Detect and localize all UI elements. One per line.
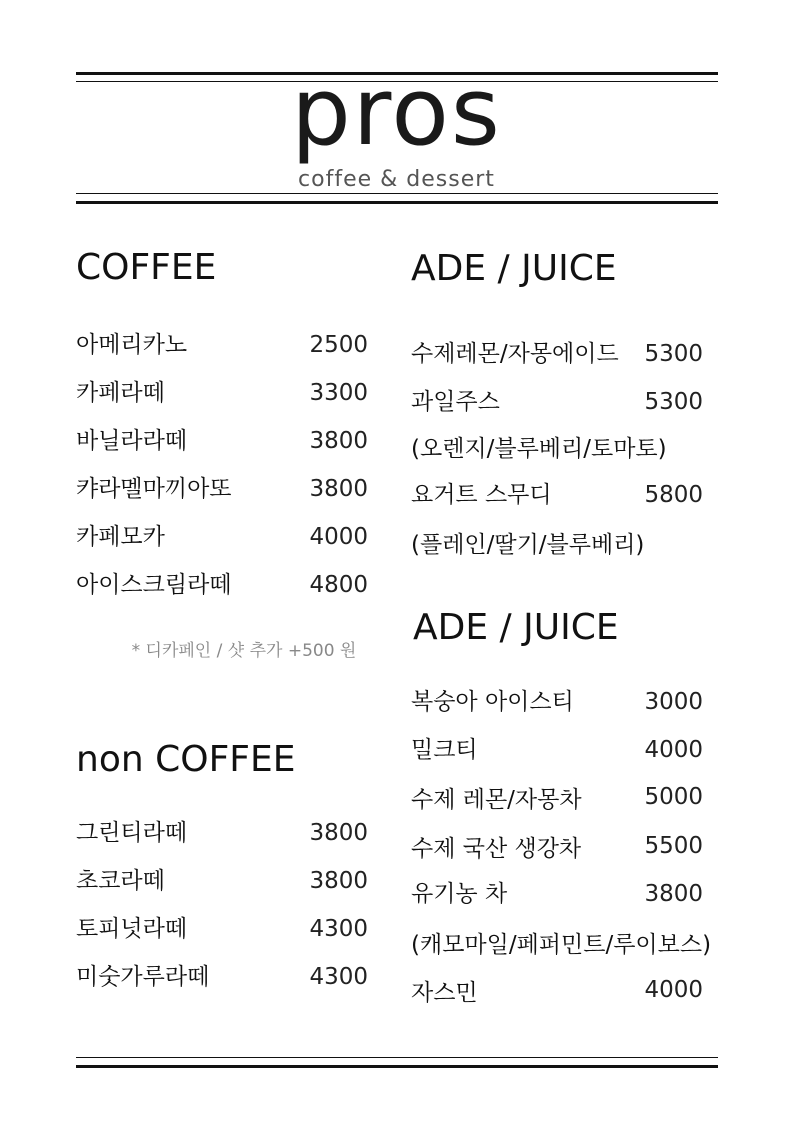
- item-price: 5300: [644, 341, 703, 367]
- item-price: 4000: [644, 737, 703, 763]
- menu-item: [76, 865, 368, 897]
- menu-item: [76, 473, 368, 505]
- item-name: 수제 국산 생강차: [411, 836, 582, 862]
- item-name: 밀크티: [411, 737, 478, 763]
- item-price: 4300: [309, 916, 368, 942]
- menu-item: [76, 329, 368, 361]
- footer-rule-thick: [76, 1065, 718, 1068]
- item-name: 자스민: [411, 980, 478, 1006]
- item-price: 5500: [644, 833, 703, 859]
- item-options-note: (캐모마일/페퍼민트/루이보스): [411, 932, 712, 958]
- item-price: 5300: [644, 389, 703, 415]
- item-price: 4000: [309, 524, 368, 550]
- menu-item: [76, 817, 368, 849]
- brand-logo: pros: [291, 58, 502, 167]
- item-name: 과일주스: [411, 389, 500, 415]
- brand-tagline: coffee & dessert: [298, 167, 495, 192]
- item-price: 3800: [309, 820, 368, 846]
- menu-item: [76, 913, 368, 945]
- non-coffee-heading: non COFFEE: [76, 739, 296, 780]
- item-price: 5800: [644, 482, 703, 508]
- item-name: 미숫가루라떼: [76, 964, 210, 990]
- menu-item: [76, 521, 368, 553]
- menu-item: [411, 686, 703, 718]
- menu-item: [411, 479, 703, 511]
- item-price: 5000: [644, 784, 703, 810]
- item-name: 그린티라떼: [76, 820, 188, 846]
- item-price: 2500: [309, 332, 368, 358]
- item-price: 3800: [644, 881, 703, 907]
- item-name: 초코라떼: [76, 868, 165, 894]
- coffee-heading: COFFEE: [76, 247, 217, 288]
- menu-item: [76, 425, 368, 457]
- item-price: 3800: [309, 476, 368, 502]
- item-name: 카페모카: [76, 524, 165, 550]
- menu-item: [76, 961, 368, 993]
- menu-item: [76, 377, 368, 409]
- item-price: 4300: [309, 964, 368, 990]
- item-price: 3800: [309, 428, 368, 454]
- menu-item: [411, 878, 703, 910]
- item-name: 요거트 스무디: [411, 482, 552, 508]
- menu-item: [411, 833, 703, 865]
- item-price: 3000: [644, 689, 703, 715]
- item-name: 유기농 차: [411, 881, 508, 907]
- menu-item: [411, 338, 703, 370]
- item-price: 3800: [309, 868, 368, 894]
- item-name: 토피넛라떼: [76, 916, 188, 942]
- header-rule-thick: [76, 201, 718, 204]
- item-name: 바닐라라떼: [76, 428, 188, 454]
- menu-item: [411, 784, 703, 816]
- item-name: 캬라멜마끼아또: [76, 476, 232, 502]
- header-rule-thin: [76, 193, 718, 194]
- item-name: 아이스크림라떼: [76, 572, 232, 598]
- item-name: 아메리카노: [76, 332, 188, 358]
- item-name: 카페라떼: [76, 380, 165, 406]
- item-price: 3300: [309, 380, 368, 406]
- menu-item: [411, 386, 703, 418]
- ade-juice-heading: ADE / JUICE: [411, 248, 617, 289]
- menu-item: [411, 734, 703, 766]
- item-options-note: (오렌지/블루베리/토마토): [411, 436, 667, 462]
- menu-item: [411, 977, 703, 1009]
- item-name: 수제레몬/자몽에이드: [411, 341, 619, 367]
- tea-heading: ADE / JUICE: [413, 607, 619, 648]
- item-name: 수제 레몬/자몽차: [411, 787, 582, 813]
- menu-item: [76, 569, 368, 601]
- coffee-footnote: * 디카페인 / 샷 추가 +500 원: [131, 641, 357, 661]
- item-options-note: (플레인/딸기/블루베리): [411, 532, 645, 558]
- footer-rule-thin: [76, 1057, 718, 1058]
- item-price: 4000: [644, 977, 703, 1003]
- item-name: 복숭아 아이스티: [411, 689, 574, 715]
- item-price: 4800: [309, 572, 368, 598]
